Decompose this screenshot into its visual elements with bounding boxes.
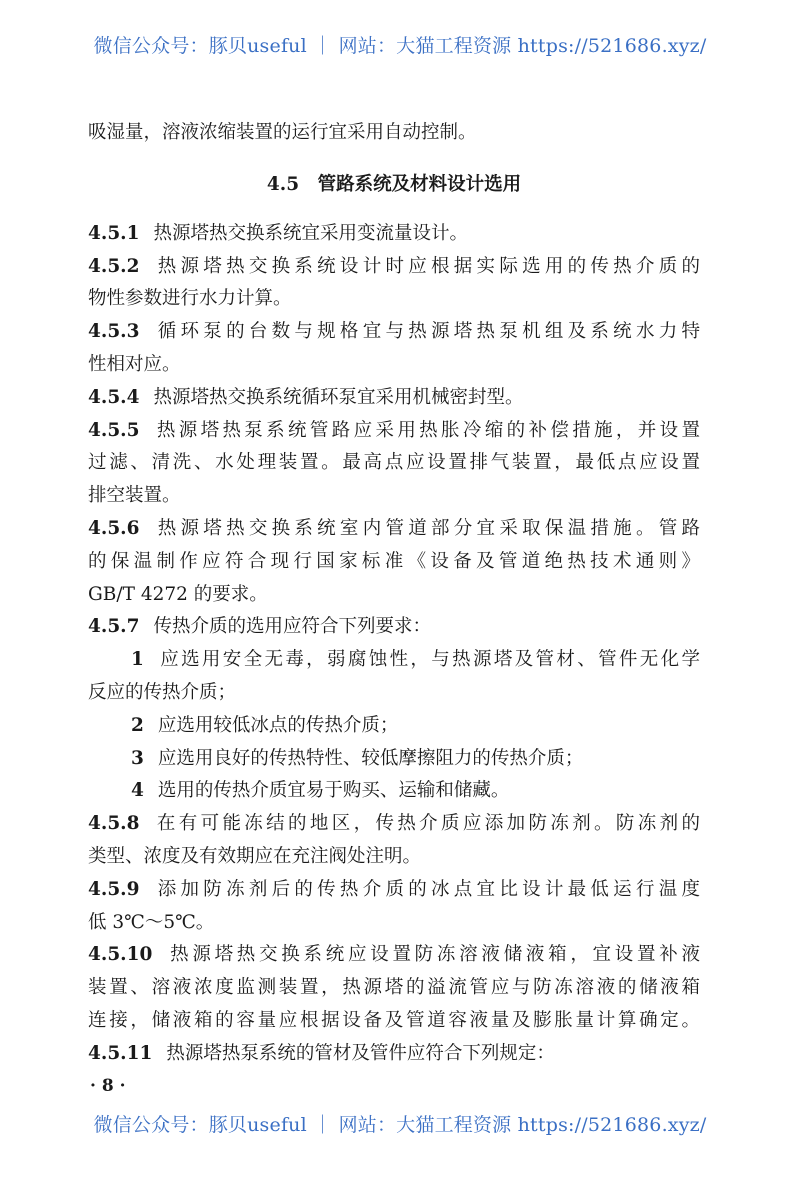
clause-text: 装置、溶液浓度监测装置，热源塔的溢流管应与防冻溶液的储液箱 <box>88 977 700 999</box>
clause-text: 性相对应。 <box>88 353 181 375</box>
clause-text: 应选用良好的传热特性、较低摩擦阻力的传热介质； <box>157 747 584 769</box>
clause-number: 4.5.4 <box>88 386 140 408</box>
clause-number: 4.5.1 <box>88 222 140 244</box>
clause-text: 传热介质的选用应符合下列要求： <box>153 616 432 638</box>
document-body <box>88 117 700 1071</box>
clause-text: GB/T 4272 的要求。 <box>88 583 268 605</box>
clause <box>88 513 700 546</box>
clause-number: 4.5.6 <box>88 517 140 539</box>
clause <box>88 218 700 251</box>
clause-text: 热源塔热交换系统应设置防冻溶液储液箱，宜设置补液 <box>166 944 700 966</box>
clause-continuation <box>88 283 700 316</box>
clause-text: 类型、浓度及有效期应在充注阀处注明。 <box>88 845 422 867</box>
clause <box>88 874 700 907</box>
clause-text: 排空装置。 <box>88 485 181 507</box>
clause-number: 4.5.3 <box>88 321 140 343</box>
continued-paragraph: 吸湿量，溶液浓缩装置的运行宜采用自动控制。 <box>88 122 477 143</box>
clause-continuation <box>88 480 700 513</box>
clause-text: 应选用较低冰点的传热介质； <box>157 714 399 736</box>
clause-number: 4.5.2 <box>88 255 140 277</box>
clause-continuation <box>88 1005 700 1038</box>
clause <box>88 382 700 415</box>
watermark-header: 微信公众号：豚贝useful ｜ 网站：大猫工程资源 https://521686.xyz/ <box>93 35 707 57</box>
clause-number: 4.5.5 <box>88 419 140 441</box>
clause-number: 2 <box>131 714 144 736</box>
clause-number: 4.5.10 <box>88 944 153 966</box>
page-number: · 8 · <box>90 1076 126 1096</box>
clause-text: 热源塔热交换系统宜采用变流量设计。 <box>153 222 469 244</box>
clauses <box>88 218 700 1071</box>
clause-number: 4.5.7 <box>88 616 140 638</box>
clause-text: 选用的传热介质宜易于购买、运输和储藏。 <box>157 780 510 802</box>
clause-continuation <box>88 579 700 612</box>
clause-number: 4.5.9 <box>88 878 140 900</box>
clause <box>88 939 700 972</box>
list-item <box>88 710 700 743</box>
clause-continuation <box>88 349 700 382</box>
clause-text: 物性参数进行水力计算。 <box>88 288 292 310</box>
clause-number: 4 <box>131 780 144 802</box>
clause-text: 低 3℃～5℃。 <box>88 911 215 933</box>
clause <box>88 251 700 284</box>
clause-number: 1 <box>131 649 144 671</box>
clause-text: 连接，储液箱的容量应根据设备及管道容液量及膨胀量计算确定。 <box>88 1009 700 1031</box>
clause-text: 热源塔热泵系统管路应采用热胀冷缩的补偿措施，并设置 <box>153 419 700 441</box>
clause-continuation <box>88 841 700 874</box>
list-item <box>88 743 700 776</box>
clause-text: 热源塔热交换系统室内管道部分宜采取保温措施。管路 <box>153 517 700 539</box>
clause <box>88 1038 700 1071</box>
clause-continuation <box>88 447 700 480</box>
clause <box>88 808 700 841</box>
clause-text: 反应的传热介质； <box>88 681 237 703</box>
clause <box>88 415 700 448</box>
clause-continuation <box>88 907 700 940</box>
clause-text: 的保温制作应符合现行国家标准《设备及管道绝热技术通则》 <box>88 550 700 572</box>
clause-text: 热源塔热泵系统的管材及管件应符合下列规定： <box>166 1042 555 1064</box>
clause-number: 4.5.11 <box>88 1042 153 1064</box>
clause-text: 过滤、清洗、水处理装置。最高点应设置排气装置，最低点应设置 <box>88 452 700 474</box>
watermark-footer: 微信公众号：豚贝useful ｜ 网站：大猫工程资源 https://521686.xyz/ <box>93 1114 707 1136</box>
list-item <box>88 644 700 677</box>
clause-continuation <box>88 972 700 1005</box>
clause-text: 添加防冻剂后的传热介质的冰点宜比设计最低运行温度 <box>153 878 700 900</box>
clause-text: 应选用安全无毒，弱腐蚀性，与热源塔及管材、管件无化学 <box>157 649 700 671</box>
clause <box>88 611 700 644</box>
clause-continuation <box>88 677 700 710</box>
clause-number: 4.5.8 <box>88 813 140 835</box>
section-heading: 4.5 管路系统及材料设计选用 <box>266 173 522 195</box>
clause-text: 在有可能冻结的地区，传热介质应添加防冻剂。防冻剂的 <box>153 813 700 835</box>
clause-number: 3 <box>131 747 144 769</box>
clause-text: 热源塔热交换系统循环泵宜采用机械密封型。 <box>153 386 524 408</box>
clause-continuation <box>88 546 700 579</box>
clause <box>88 316 700 349</box>
clause-text: 热源塔热交换系统设计时应根据实际选用的传热介质的 <box>153 255 700 277</box>
clause-text: 循环泵的台数与规格宜与热源塔热泵机组及系统水力特 <box>153 321 700 343</box>
list-item <box>88 775 700 808</box>
